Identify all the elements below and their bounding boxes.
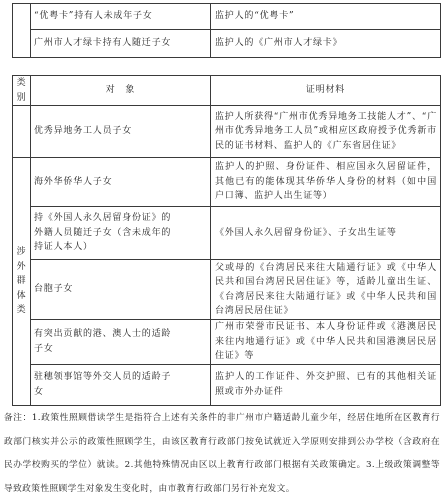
- group-category-cell: 涉外群体类: [13, 158, 31, 406]
- object-cell: [31, 364, 211, 405]
- category-cell: [13, 106, 31, 158]
- proof-text: 《外国人永久居留身份证》、子女出生证等: [215, 227, 397, 238]
- object-cell: [31, 106, 211, 158]
- proof-cell: [211, 260, 441, 320]
- table-row: [13, 158, 441, 207]
- header-proof: 证明材料: [211, 76, 441, 106]
- object-text: “优粤卡”持有人未成年子女: [34, 11, 153, 22]
- object-cell: [31, 4, 211, 30]
- object-text: 优秀异地务工人员子女: [34, 126, 133, 137]
- proof-cell: [211, 320, 441, 365]
- object-text: 台胞子女: [34, 284, 74, 295]
- proof-text: 监护人的《广州市人才绿卡》: [215, 38, 343, 49]
- table-row: [13, 207, 441, 260]
- object-text: 持《外国人永久居留身份证》的外籍人员随迁子女（含未成年的持证人本人）: [34, 213, 172, 253]
- table-row: [13, 364, 441, 405]
- footnote: 备注：1.政策性照顾借读学生是指符合上述有关条件的非广州市户籍适龄儿童少年，经居住地所在区教育行政部门核实并公示的政策性照顾学生，由该区教育行政部门按免试就近入学原则安排到公办学校（含政府在民办学校购买的学位）就读。2.其他特殊情况由区以上教育行政部门根据有关政策确定。3.上级政策调整等导致政策性照顾学生对象发生变化时，由市教育行政部门另行补充发文。: [4, 413, 440, 494]
- object-cell: [31, 320, 211, 365]
- table-row: [13, 320, 441, 365]
- proof-cell: [211, 158, 441, 207]
- table-row: [13, 260, 441, 320]
- object-cell: [31, 260, 211, 320]
- table-row: [13, 106, 441, 158]
- object-cell: [31, 207, 211, 260]
- object-cell: [31, 158, 211, 207]
- proof-cell: [211, 364, 441, 405]
- table-header-row: [13, 76, 441, 106]
- proof-cell: [211, 207, 441, 260]
- table-row: [13, 30, 441, 58]
- proof-text: 监护人的工作证件、外交护照、已有的其他相关证照或市外办证件: [215, 372, 437, 397]
- previous-table-continuation: [12, 3, 441, 58]
- header-object: 对 象: [31, 76, 211, 106]
- proof-cell: [211, 30, 441, 58]
- proof-cell: [211, 106, 441, 158]
- object-text: 海外华侨华人子女: [34, 176, 113, 187]
- proof-cell: [211, 4, 441, 30]
- proof-text: 监护人的护照、身份证件、相应国永久居留证件，其他已有的能体现其华侨华人身份的材料（如中国户口簿、监护人出生证等）: [215, 162, 437, 202]
- eligibility-table: [12, 75, 441, 406]
- category-cell: [13, 4, 31, 58]
- proof-text: 父或母的《台湾居民来往大陆通行证》或《中华人民共和国台湾居民居住证》等，适龄儿童出生证、《台湾居民来往大陆通行证》或《中华人民共和国台湾居民居住证》: [215, 262, 437, 316]
- proof-text: 监护人所获得“广州市优秀异地务工技能人才”、“广州市优秀异地务工人员”或相应区政府授予优秀新市民的证书材料、监护人的《广东省居住证》: [215, 111, 438, 151]
- table-row: [13, 4, 441, 30]
- object-cell: [31, 30, 211, 58]
- proof-text: 监护人的“优粤卡”: [215, 11, 295, 22]
- object-text: 广州市人才绿卡持有人随迁子女: [34, 38, 172, 49]
- proof-text: 广州市荣誉市民证书、本人身份证件或《港澳居民来往内地通行证》或《中华人民共和国港澳居民居住证》等: [215, 322, 437, 361]
- object-text: 驻穗领事馆等外交人员的适龄子女: [34, 372, 172, 397]
- object-text: 有突出贡献的港、澳人士的适龄子女: [34, 329, 172, 354]
- header-category: 类别: [13, 76, 31, 106]
